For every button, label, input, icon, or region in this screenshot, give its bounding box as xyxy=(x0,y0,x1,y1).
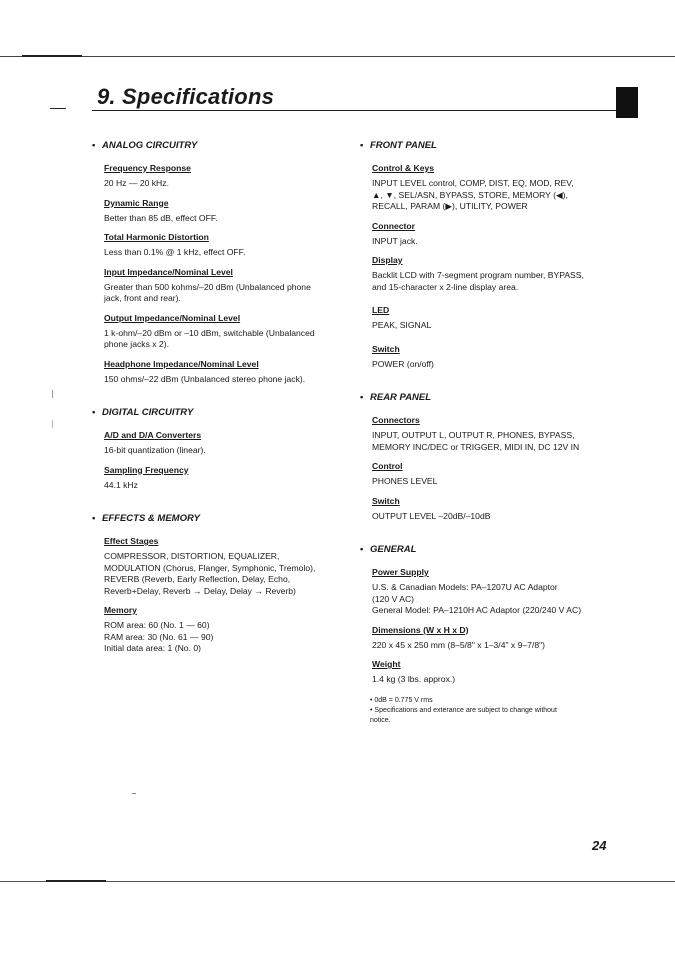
left-column xyxy=(92,140,327,663)
scan-artifact xyxy=(132,793,136,794)
spec-label: Connectors xyxy=(372,415,420,425)
spec-label: Weight xyxy=(372,659,401,669)
section-heading xyxy=(360,544,592,555)
spec-label: Effect Stages xyxy=(104,536,159,546)
section-heading xyxy=(360,140,592,151)
bullet-icon: • xyxy=(92,140,96,151)
bottom-rule-mark xyxy=(46,880,106,882)
spec-value: 150 ohms/–22 dBm (Unbalanced stereo phone jack). xyxy=(104,373,306,384)
section-heading-text: REAR PANEL xyxy=(370,392,432,403)
section-heading xyxy=(360,392,592,403)
spec-label: Dimensions (W x H x D) xyxy=(372,624,469,635)
spec-label: Output Impedance/Nominal Level xyxy=(104,312,241,323)
spec-label: Control xyxy=(372,461,403,471)
section-heading-text: EFFECTS & MEMORY xyxy=(102,513,200,524)
spec-value: 1 k-ohm/–20 dBm or –10 dBm, switchable (Unbalanced phone jacks x 2). xyxy=(104,327,315,349)
spec-value: 220 x 45 x 250 mm (8–5/8" x 1–3/4" x 9–7/8") xyxy=(372,639,546,650)
spec-label: Switch xyxy=(372,495,400,506)
spec-label: Display xyxy=(372,255,403,265)
spec-value: 44.1 kHz xyxy=(104,479,138,490)
spec-value: ROM area: 60 (No. 1 — 60) RAM area: 30 (No. 61 — 90) Initial data area: 1 (No. 0) xyxy=(104,620,214,653)
section-heading-text: FRONT PANEL xyxy=(370,140,437,151)
section-effects-memory xyxy=(92,513,327,655)
section-heading-text: ANALOG CIRCUITRY xyxy=(102,140,198,151)
spec-label: Power Supply xyxy=(372,567,429,577)
top-rule-mark xyxy=(22,55,82,57)
spec-label: Memory xyxy=(104,605,137,615)
spec-label: Headphone Impedance/Nominal Level xyxy=(104,358,259,369)
section-general xyxy=(360,544,592,686)
spec-value: INPUT, OUTPUT L, OUTPUT R, PHONES, BYPASS, MEMORY INC/DEC or TRIGGER, MIDI IN, DC 12V IN xyxy=(372,430,580,452)
section-front-panel xyxy=(360,140,592,370)
spec-value: Better than 85 dB, effect OFF. xyxy=(104,212,218,223)
spec-label: A/D and D/A Converters xyxy=(104,430,202,440)
spec-label: Switch xyxy=(372,343,400,354)
spec-value: Greater than 500 kohms/–20 dBm (Unbalanced phone jack, front and rear). xyxy=(104,281,311,303)
spec-value: INPUT jack. xyxy=(372,235,418,246)
scan-artifact xyxy=(52,420,53,428)
spec-value: 16-bit quantization (linear). xyxy=(104,445,206,455)
spec-value: U.S. & Canadian Models: PA–1207U AC Adaptor (120 V AC) General Model: PA–1210H AC Adaptor (220/240 V AC) xyxy=(372,582,582,615)
section-rear-panel xyxy=(360,392,592,522)
section-heading xyxy=(92,140,327,151)
section-heading-text: GENERAL xyxy=(370,544,417,555)
section-analog-circuitry xyxy=(92,140,327,385)
spec-value: 20 Hz — 20 kHz. xyxy=(104,178,169,188)
bullet-icon: • xyxy=(360,544,364,555)
page-number: 24 xyxy=(592,838,607,853)
spec-label: LED xyxy=(372,305,390,315)
spec-label: Control & Keys xyxy=(372,163,435,173)
spec-value: OUTPUT LEVEL –20dB/–10dB xyxy=(372,510,491,521)
spec-value: PEAK, SIGNAL xyxy=(372,320,432,330)
spec-value: COMPRESSOR, DISTORTION, EQUALIZER, MODULATION (Chorus, Flanger, Symphonic, Tremolo), REVERB (Reverb, Early Reflection, Delay, Echo, Reverb+Delay, Reverb → Delay, Delay → Reverb) xyxy=(104,551,316,596)
spec-label: Connector xyxy=(372,220,415,231)
spec-value: PHONES LEVEL xyxy=(372,476,438,486)
spec-value: 1.4 kg (3 lbs. approx.) xyxy=(372,674,456,684)
scan-artifact xyxy=(52,390,53,398)
section-digital-circuitry xyxy=(92,407,327,491)
spec-value: Backlit LCD with 7-segment program number, BYPASS, and 15-character x 2-line display area. xyxy=(372,270,584,292)
margin-dash xyxy=(50,108,66,109)
page-title: 9. Specifications xyxy=(97,84,275,109)
spec-value: Less than 0.1% @ 1 kHz, effect OFF. xyxy=(104,247,246,257)
bullet-icon: • xyxy=(92,513,96,524)
right-column xyxy=(360,140,592,726)
section-heading xyxy=(92,513,327,524)
top-rule xyxy=(0,56,675,57)
section-heading-text: DIGITAL CIRCUITRY xyxy=(102,407,194,418)
title-rule xyxy=(92,110,616,111)
spec-label: Frequency Response xyxy=(104,163,191,173)
bullet-icon: • xyxy=(92,407,96,418)
footnote: • Specifications and exterance are subject to change without notice. xyxy=(370,706,557,724)
spec-value: INPUT LEVEL control, COMP, DIST, EQ, MOD, REV, ▲, ▼, SEL/ASN, BYPASS, STORE, MEMORY (◀), RECALL, PARAM (▶), UTILITY, POWER xyxy=(372,178,574,211)
bullet-icon: • xyxy=(360,140,364,151)
footnote: • 0dB = 0.775 V rms xyxy=(370,696,433,704)
spec-label: Dynamic Range xyxy=(104,197,169,208)
spec-label: Sampling Frequency xyxy=(104,464,189,475)
section-heading xyxy=(92,407,327,418)
spec-label: Input Impedance/Nominal Level xyxy=(104,266,233,277)
spec-value: POWER (on/off) xyxy=(372,358,434,369)
section-tab-marker xyxy=(616,87,638,118)
bullet-icon: • xyxy=(360,392,364,403)
spec-label: Total Harmonic Distortion xyxy=(104,232,209,242)
